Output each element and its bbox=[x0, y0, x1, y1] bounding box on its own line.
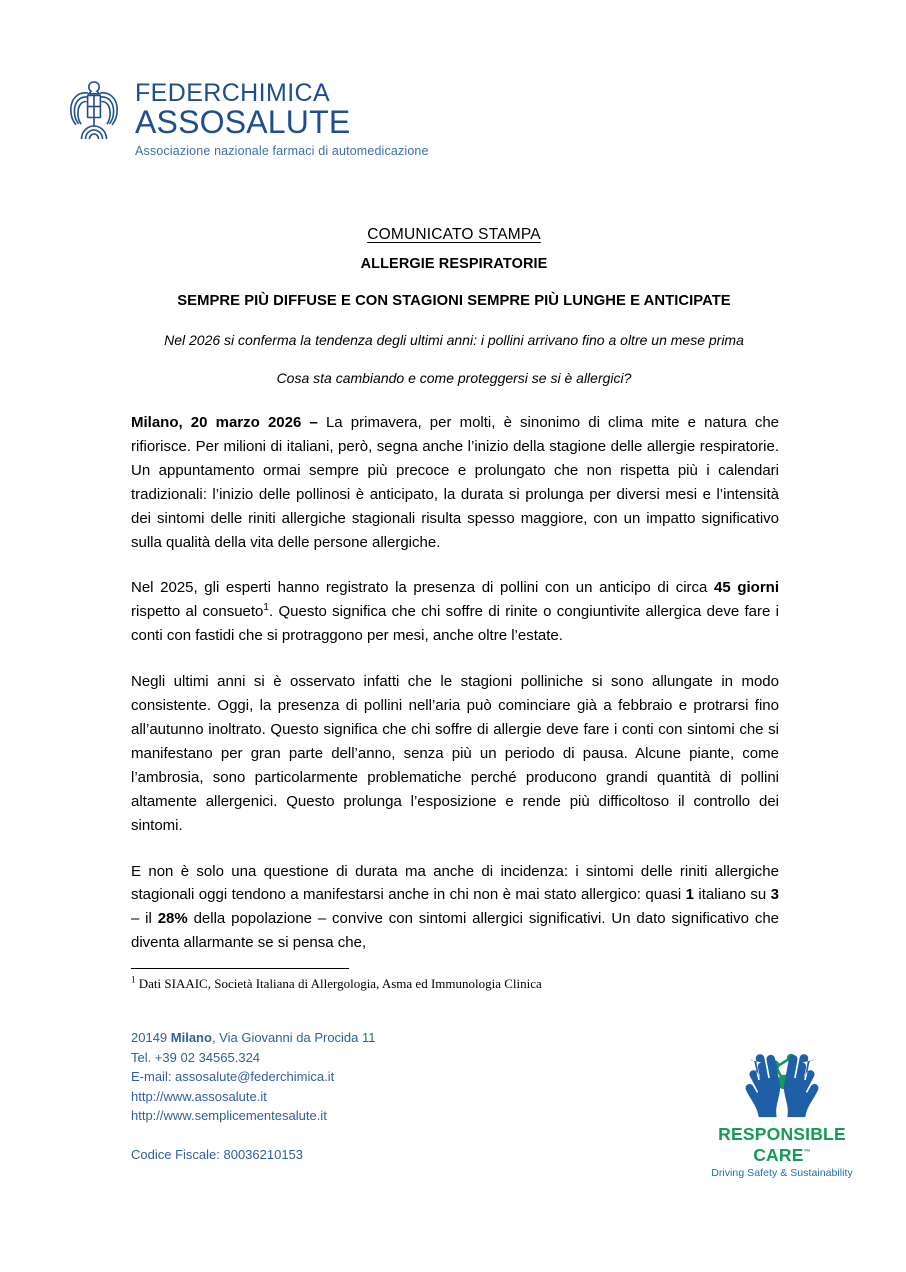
paragraph-2 bbox=[131, 576, 779, 648]
footnote-section bbox=[131, 968, 779, 992]
paragraph-3: Negli ultimi anni si è osservato infatti che le stagioni polliniche si sono allungate in modo consistente. Oggi, la presenza di pollini nell’aria può cominciare già a febbraio e protrarsi fino all’autunno inoltrato. Questo significa che chi soffre di allergie deve fare i conti con sintomi che si manifestano per gran parte dell’anno, senza più un periodo di pausa. Alcune piante, come l’ambrosia, sono particolarmente problematiche perché producono grandi quantità di pollini altamente allergenici. Questo prolunga l’esposizione e rende più difficoltoso il controllo dei sintomi. bbox=[131, 673, 779, 834]
footnote-reference-1[interactable]: 1 bbox=[263, 602, 269, 614]
responsible-care-tagline: Driving Safety & Sustainability bbox=[711, 1167, 853, 1179]
paragraph-2-text-b: rispetto al consueto bbox=[131, 603, 264, 621]
footer-website-semplicementesalute[interactable]: http://www.semplicementesalute.it bbox=[131, 1108, 327, 1123]
paragraph-4-text-c: – il bbox=[131, 910, 158, 928]
federchimica-eagle-emblem-icon bbox=[63, 76, 125, 146]
page-title: COMUNICATO STAMPA bbox=[367, 226, 541, 243]
footer-phone: Tel. +39 02 34565.324 bbox=[131, 1049, 261, 1065]
highlight-three: 3 bbox=[770, 886, 779, 904]
paragraph-1 bbox=[131, 411, 779, 554]
subtitle-secondary: SEMPRE PIÙ DIFFUSE E CON STAGIONI SEMPRE PIÙ LUNGHE E ANTICIPATE bbox=[177, 293, 731, 309]
brand-text bbox=[135, 76, 429, 158]
paragraph-4-text-b: italiano su bbox=[694, 886, 771, 904]
footer-address-street: , Via Giovanni da Procida 11 bbox=[211, 1030, 376, 1045]
highlight-45-giorni: 45 giorni bbox=[714, 579, 780, 597]
paragraph-1-text: La primavera, per molti, è sinonimo di clima mite e natura che rifiorisce. Per milioni di italiani, però, segna anche l’inizio della stagione delle allergie respiratorie. Un appuntamento ormai sempre più precoce e prolungato che non rispetta più i calendari tradizionali: l’inizio delle pollinosi è anticipato, la durata si prolunga per diversi mesi e l’intensità dei sintomi delle riniti allergiche stagionali risulta spesso maggiore, con un impatto significativo sulla qualità della vita delle persone allergiche. bbox=[131, 414, 780, 551]
paragraph-4-text-a: E non è solo una questione di durata ma anche di incidenza: i sintomi delle riniti allergiche stagionali oggi tendono a manifestarsi anche in chi non è mai stato allergico: quasi bbox=[131, 862, 779, 904]
footer-address-zip: 20149 bbox=[131, 1030, 171, 1045]
highlight-one: 1 bbox=[685, 886, 695, 904]
brand-name-line2: ASSOSALUTE bbox=[135, 103, 351, 140]
paragraph-2-text-a: Nel 2025, gli esperti hanno registrato la presenza di pollini con un anticipo di circa bbox=[131, 579, 715, 597]
footnote-1 bbox=[131, 976, 779, 992]
responsible-care-title bbox=[692, 1124, 872, 1166]
paragraph-4-text-d: della popolazione – convive con sintomi allergici significativi. Un dato significativo che diventa allarmante se si pensa che, bbox=[131, 910, 779, 952]
subtitle-italic-second: Cosa sta cambiando e come proteggersi se si è allergici? bbox=[276, 370, 632, 387]
footer-address bbox=[131, 1028, 376, 1048]
brand-tagline: Associazione nazionale farmaci di automedicazione bbox=[135, 144, 429, 159]
highlight-percentage: 28% bbox=[157, 910, 188, 928]
footer-address-city: Milano bbox=[170, 1030, 212, 1045]
hands-molecule-icon bbox=[692, 1050, 872, 1122]
brand-header bbox=[63, 76, 429, 158]
footer-website-assosalute[interactable]: http://www.assosalute.it bbox=[131, 1088, 267, 1104]
responsible-care-logo bbox=[692, 1050, 872, 1179]
paragraph-2-text-c: . Questo significa che chi soffre di rinite o congiuntivite allergica deve fare i conti con fastidi che si protraggono per mesi, anche oltre l’estate. bbox=[131, 603, 779, 645]
subtitle-italic-first: Nel 2026 si conferma la tendenza degli ultimi anni: i pollini arrivano fino a oltre un mese prima bbox=[164, 332, 744, 348]
subtitle-primary: ALLERGIE RESPIRATORIE bbox=[360, 256, 548, 272]
paragraph-4 bbox=[131, 860, 779, 956]
responsible-care-title-text: RESPONSIBLE CARE bbox=[718, 1124, 846, 1165]
responsible-care-title-wrap bbox=[692, 1122, 872, 1166]
footnote-marker: 1 bbox=[131, 974, 136, 985]
dateline: Milano, 20 marzo 2026 – bbox=[131, 414, 326, 431]
footnote-separator bbox=[131, 968, 349, 969]
body-content bbox=[131, 411, 779, 955]
brand-name-line1: FEDERCHIMICA bbox=[135, 79, 331, 107]
footer-contact-block bbox=[131, 1028, 376, 1164]
footnote-text: Dati SIAAIC, Società Italiana di Allergologia, Asma ed Immunologia Clinica bbox=[135, 976, 542, 991]
footer-email[interactable]: E-mail: assosalute@federchimica.it bbox=[131, 1069, 335, 1084]
trademark-icon: ™ bbox=[803, 1149, 811, 1157]
footer-codice-fiscale: Codice Fiscale: 80036210153 bbox=[131, 1146, 304, 1162]
title-block bbox=[130, 226, 778, 386]
